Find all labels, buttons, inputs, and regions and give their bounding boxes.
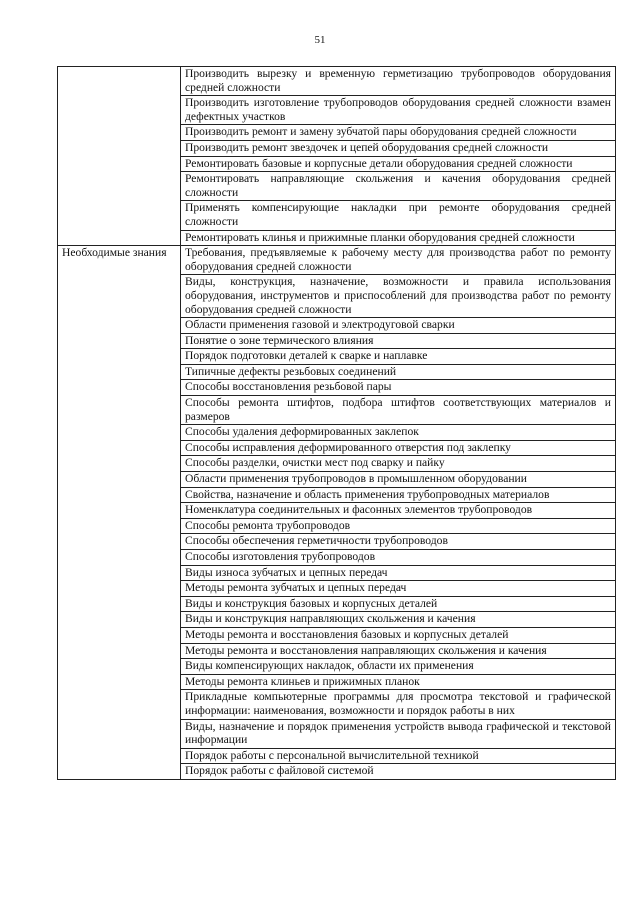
requirement-item: Области применения газовой и электродуговой сварки [181,318,616,334]
requirement-item: Свойства, назначение и область применения трубопроводных материалов [181,487,616,503]
requirement-item: Методы ремонта и восстановления базовых и корпусных деталей [181,627,616,643]
section-label [58,67,181,246]
requirement-item: Области применения трубопроводов в промышленном оборудовании [181,472,616,488]
requirement-item: Способы ремонта штифтов, подбора штифтов соответствующих материалов и размеров [181,396,616,425]
page-number: 51 [314,34,326,46]
requirement-item: Методы ремонта зубчатых и цепных передач [181,581,616,597]
table-row [58,246,616,275]
requirement-item: Порядок работы с персональной вычислительной техникой [181,748,616,764]
requirement-item: Порядок подготовки деталей к сварке и наплавке [181,349,616,365]
section-label: Необходимые знания [58,246,181,780]
requirement-item: Способы обеспечения герметичности трубопроводов [181,534,616,550]
requirements-table-body [58,67,616,780]
requirement-item: Ремонтировать клинья и прижимные планки оборудования средней сложности [181,230,616,246]
requirement-item: Производить изготовление трубопроводов оборудования средней сложности взамен дефектных участков [181,96,616,125]
requirement-item: Применять компенсирующие накладки при ремонте оборудования средней сложности [181,201,616,230]
requirement-item: Способы восстановления резьбовой пары [181,380,616,396]
requirement-item: Способы изготовления трубопроводов [181,550,616,566]
requirement-item: Ремонтировать направляющие скольжения и качения оборудования средней сложности [181,172,616,201]
requirement-item: Требования, предъявляемые к рабочему месту для производства работ по ремонту оборудования средней сложности [181,246,616,275]
requirement-item: Понятие о зоне термического влияния [181,333,616,349]
requirement-item: Порядок работы с файловой системой [181,764,616,780]
requirement-item: Производить ремонт и замену зубчатой пары оборудования средней сложности [181,125,616,141]
requirement-item: Способы удаления деформированных заклепок [181,425,616,441]
table-row [58,67,616,96]
requirement-item: Способы исправления деформированного отверстия под заклепку [181,440,616,456]
requirement-item: Виды износа зубчатых и цепных передач [181,565,616,581]
requirement-item: Виды и конструкция направляющих скольжения и качения [181,612,616,628]
requirement-item: Виды и конструкция базовых и корпусных деталей [181,596,616,612]
requirement-item: Номенклатура соединительных и фасонных элементов трубопроводов [181,503,616,519]
requirement-item: Способы ремонта трубопроводов [181,518,616,534]
requirements-table [57,66,616,780]
requirement-item: Производить ремонт звездочек и цепей оборудования средней сложности [181,140,616,156]
requirement-item: Методы ремонта и восстановления направляющих скольжения и качения [181,643,616,659]
requirement-item: Способы разделки, очистки мест под сварку и пайку [181,456,616,472]
requirement-item: Виды компенсирующих накладок, области их применения [181,659,616,675]
requirement-item: Виды, конструкция, назначение, возможности и правила использования оборудования, инструментов и приспособлений для производства работ по ремонту оборудования средней сложности [181,275,616,318]
requirement-item: Производить вырезку и временную герметизацию трубопроводов оборудования средней сложности [181,67,616,96]
requirement-item: Прикладные компьютерные программы для просмотра текстовой и графической информации: наименования, возможности и порядок работы в них [181,690,616,719]
requirement-item: Методы ремонта клиньев и прижимных планок [181,674,616,690]
requirement-item: Типичные дефекты резьбовых соединений [181,364,616,380]
requirement-item: Виды, назначение и порядок применения устройств вывода графической и текстовой информации [181,719,616,748]
requirement-item: Ремонтировать базовые и корпусные детали оборудования средней сложности [181,156,616,172]
